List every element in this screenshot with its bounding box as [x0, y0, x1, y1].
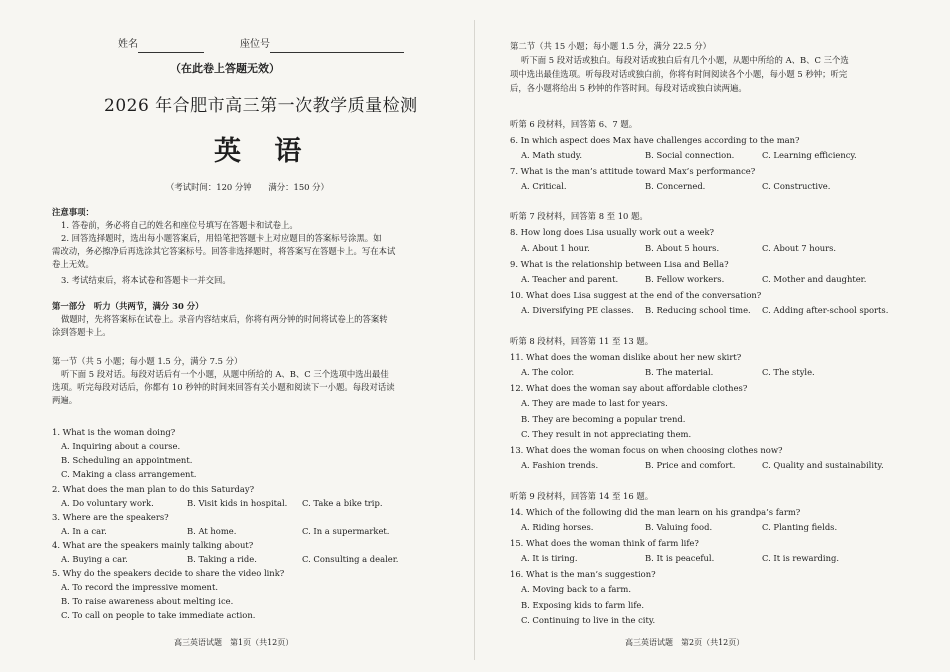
seat-label: 座位号 [240, 39, 270, 50]
question-4: 4. What are the speakers mainly talking about? [52, 540, 254, 550]
question-11: 11. What does the woman dislike about her new skirt? [510, 352, 742, 362]
notice-1: 1. 答卷前，务必将自己的姓名和座位号填写在答题卡和试卷上。 [61, 220, 298, 230]
q16-option-a: A. Moving back to a farm. [521, 584, 632, 594]
q13-option-b: B. Price and comfort. [645, 460, 736, 470]
question-5: 5. Why do the speakers decide to share the video link? [52, 568, 285, 578]
q10-option-c: C. Adding after-school sports. [762, 305, 889, 315]
q13-option-c: C. Quality and sustainability. [762, 460, 884, 470]
q15-option-c: C. It is rewarding. [762, 553, 839, 563]
notice-2-line-2: 需改动，务必擦净后再选涂其它答案标号。回答非选择题时，将答案写在答题卡上。写在本试 [52, 246, 396, 256]
notice-2-line-1: 2. 回答选择题时，选出每小题答案后，用铅笔把答题卡上对应题目的答案标号涂黑。如 [61, 233, 382, 243]
part1-title: 第一部分 听力（共两节，满分 30 分） [52, 301, 204, 311]
q7-option-c: C. Constructive. [762, 181, 831, 191]
q16-option-b: B. Exposing kids to farm life. [521, 600, 645, 610]
question-13: 13. What does the woman focus on when choosing clothes now? [510, 445, 783, 455]
section2-instruction-2: 项中选出最佳选项。听每段对话或独白前，你将有时间阅读各个小题，每小题 5 秒钟；听完 [510, 69, 848, 79]
name-field [118, 38, 204, 53]
q14-option-b: B. Valuing food. [645, 522, 713, 532]
section1-instruction-3: 两遍。 [52, 395, 78, 405]
q12-option-a: A. They are made to last for years. [521, 398, 668, 408]
q14-option-a: A. Riding horses. [521, 522, 594, 532]
question-8: 8. How long does Lisa usually work out a week? [510, 227, 715, 237]
q4-option-b: B. Taking a ride. [187, 554, 257, 564]
question-3: 3. Where are the speakers? [52, 512, 169, 522]
q6-option-c: C. Learning efficiency. [762, 150, 857, 160]
section1-instruction-1: 听下面 5 段对话。每段对话后有一个小题，从题中所给的 A、B、C 三个选项中选出最佳 [61, 369, 389, 379]
question-10: 10. What does Lisa suggest at the end of the conversation? [510, 290, 762, 300]
q1-option-a: A. Inquiring about a course. [61, 441, 181, 451]
material-9-heading: 听第 9 段材料，回答第 14 至 16 题。 [510, 491, 654, 501]
material-6-heading: 听第 6 段材料，回答第 6、7 题。 [510, 119, 638, 129]
q4-option-a: A. Buying a car. [61, 554, 128, 564]
question-12: 12. What does the woman say about affordable clothes? [510, 383, 748, 393]
subject-title: 英 语 [214, 136, 314, 167]
q7-option-a: A. Critical. [521, 181, 567, 191]
q2-option-a: A. Do voluntary work. [61, 498, 154, 508]
q16-option-c: C. Continuing to live in the city. [521, 615, 656, 625]
time-info: （考试时间：120 分钟 满分：150 分） [166, 182, 329, 192]
q1-option-c: C. Making a class arrangement. [61, 469, 197, 479]
page-footer-2: 高三英语试题 第2页（共12页） [625, 638, 745, 647]
question-7: 7. What is the man’s attitude toward Max’s performance? [510, 166, 756, 176]
q10-option-a: A. Diversifying PE classes. [521, 305, 634, 315]
q5-option-c: C. To call on people to take immediate action. [61, 610, 256, 620]
q10-option-b: B. Reducing school time. [645, 305, 751, 315]
exam-title: 2026 年合肥市高三第一次教学质量检测 [104, 96, 418, 116]
q6-option-a: A. Math study. [521, 150, 583, 160]
invalid-note: （在此卷上答题无效） [170, 62, 280, 75]
q11-option-a: A. The color. [521, 367, 575, 377]
seat-field [240, 38, 404, 53]
q2-option-c: C. Take a bike trip. [302, 498, 383, 508]
seat-blank [270, 43, 404, 53]
question-6: 6. In which aspect does Max have challenges according to the man? [510, 135, 800, 145]
exam-page-2 [475, 0, 950, 672]
question-15: 15. What does the woman think of farm life? [510, 538, 699, 548]
part1-instruction-2: 涂到答题卡上。 [52, 327, 111, 337]
notice-2-line-3: 卷上无效。 [52, 259, 94, 269]
section1-title: 第一节（共 5 小题；每小题 1.5 分，满分 7.5 分） [52, 356, 243, 366]
q4-option-c: C. Consulting a dealer. [302, 554, 399, 564]
section2-instruction-1: 听下面 5 段对话或独白。每段对话或独白后有几个小题，从题中所给的 A、B、C 三个选 [521, 55, 849, 65]
part1-instruction-1: 做题时，先将答案标在试卷上。录音内容结束后，你将有两分钟的时间将试卷上的答案转 [61, 314, 388, 324]
q5-option-a: A. To record the impressive moment. [61, 582, 218, 592]
q9-option-c: C. Mother and daughter. [762, 274, 867, 284]
q15-option-b: B. It is peaceful. [645, 553, 715, 563]
q6-option-b: B. Social connection. [645, 150, 735, 160]
q15-option-a: A. It is tiring. [521, 553, 578, 563]
q13-option-a: A. Fashion trends. [521, 460, 599, 470]
material-7-heading: 听第 7 段材料，回答第 8 至 10 题。 [510, 211, 648, 221]
q8-option-c: C. About 7 hours. [762, 243, 837, 253]
q12-option-c: C. They result in not appreciating them. [521, 429, 692, 439]
question-16: 16. What is the man’s suggestion? [510, 569, 656, 579]
q5-option-b: B. To raise awareness about melting ice. [61, 596, 234, 606]
question-2: 2. What does the man plan to do this Saturday? [52, 484, 255, 494]
section2-title: 第二节（共 15 小题；每小题 1.5 分，满分 22.5 分） [510, 41, 711, 51]
q1-option-b: B. Scheduling an appointment. [61, 455, 193, 465]
question-9: 9. What is the relationship between Lisa and Bella? [510, 259, 729, 269]
q12-option-b: B. They are becoming a popular trend. [521, 414, 686, 424]
q3-option-c: C. In a supermarket. [302, 526, 390, 536]
question-1: 1. What is the woman doing? [52, 427, 176, 437]
q3-option-a: A. In a car. [61, 526, 107, 536]
q7-option-b: B. Concerned. [645, 181, 706, 191]
q9-option-b: B. Fellow workers. [645, 274, 725, 284]
q11-option-c: C. The style. [762, 367, 815, 377]
material-8-heading: 听第 8 段材料，回答第 11 至 13 题。 [510, 336, 654, 346]
section1-instruction-2: 选项。听完每段对话后，你都有 10 秒钟的时间来回答有关小题和阅读下一小题。每段对话读 [52, 382, 395, 392]
q2-option-b: B. Visit kids in hospital. [187, 498, 288, 508]
notice-title: 注意事项： [52, 207, 94, 217]
q8-option-b: B. About 5 hours. [645, 243, 720, 253]
q3-option-b: B. At home. [187, 526, 237, 536]
q9-option-a: A. Teacher and parent. [521, 274, 619, 284]
q8-option-a: A. About 1 hour. [521, 243, 590, 253]
q11-option-b: B. The material. [645, 367, 714, 377]
name-label: 姓名 [118, 39, 138, 50]
notice-3: 3. 考试结束后，将本试卷和答题卡一并交回。 [61, 275, 231, 285]
q14-option-c: C. Planting fields. [762, 522, 838, 532]
section2-instruction-3: 后，各小题将给出 5 秒钟的作答时间。每段对话或独白读两遍。 [510, 83, 747, 93]
page-footer-1: 高三英语试题 第1页（共12页） [174, 638, 294, 647]
question-14: 14. Which of the following did the man learn on his grandpa’s farm? [510, 507, 801, 517]
name-blank [138, 43, 204, 53]
